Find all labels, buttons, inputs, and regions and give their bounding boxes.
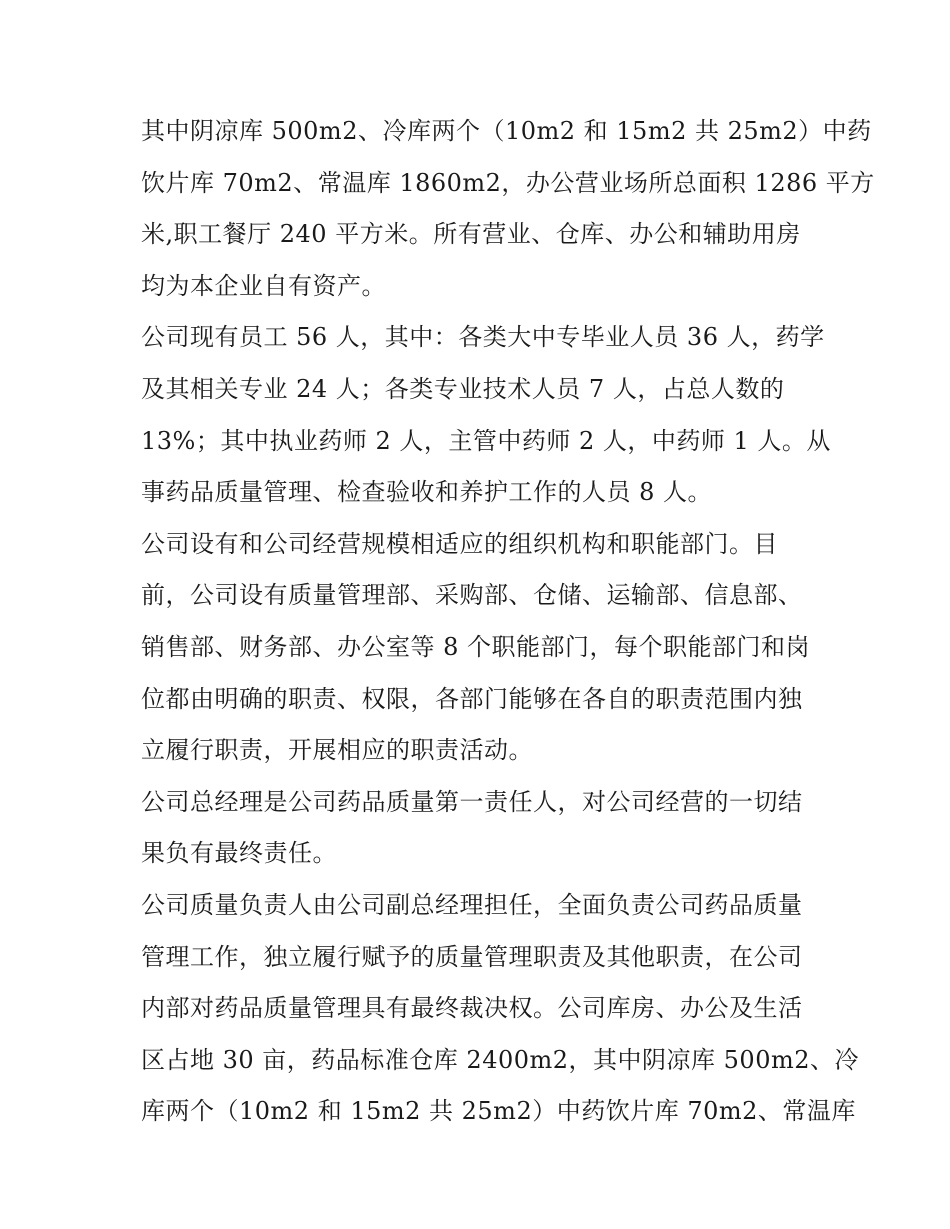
- text-line: 位都由明确的职责、权限，各部门能够在各自的职责范围内独: [141, 684, 803, 713]
- text-line: 管理工作，独立履行赋予的质量管理职责及其他职责，在公司: [141, 942, 803, 971]
- document-body: [141, 106, 875, 1138]
- text-line: 公司质量负责人由公司副总经理担任，全面负责公司药品质量: [141, 890, 803, 919]
- text-line: 米,职工餐厅 240 平方米。所有营业、仓库、办公和辅助用房: [141, 220, 801, 249]
- text-line: 均为本企业自有资产。: [141, 271, 386, 300]
- text-line: 前，公司设有质量管理部、采购部、仓储、运输部、信息部、: [141, 581, 803, 610]
- text-line: 公司现有员工 56 人，其中：各类大中专毕业人员 36 人，药学: [141, 323, 825, 352]
- text-line: 事药品质量管理、检查验收和养护工作的人员 8 人。: [141, 478, 713, 507]
- text-line: 及其相关专业 24 人；各类专业技术人员 7 人，占总人数的: [141, 374, 785, 403]
- text-line: 果负有最终责任。: [141, 839, 337, 868]
- text-line: 库两个（10m2 和 15m2 共 25m2）中药饮片库 70m2、常温库: [141, 1097, 856, 1126]
- text-line: 公司设有和公司经营规模相适应的组织机构和职能部门。目: [141, 529, 778, 558]
- text-line: 销售部、财务部、办公室等 8 个职能部门，每个职能部门和岗: [141, 632, 811, 661]
- text-line: 立履行职责，开展相应的职责活动。: [141, 736, 533, 765]
- text-line: 饮片库 70m2、常温库 1860m2，办公营业场所总面积 1286 平方: [141, 168, 875, 197]
- text-line: 内部对药品质量管理具有最终裁决权。公司库房、办公及生活: [141, 994, 803, 1023]
- text-line: 13%；其中执业药师 2 人，主管中药师 2 人，中药师 1 人。从: [141, 426, 831, 455]
- text-line: 区占地 30 亩，药品标准仓库 2400m2，其中阴凉库 500m2、冷: [141, 1045, 859, 1074]
- text-line: 公司总经理是公司药品质量第一责任人，对公司经营的一切结: [141, 787, 803, 816]
- text-line: 其中阴凉库 500m2、冷库两个（10m2 和 15m2 共 25m2）中药: [141, 117, 872, 145]
